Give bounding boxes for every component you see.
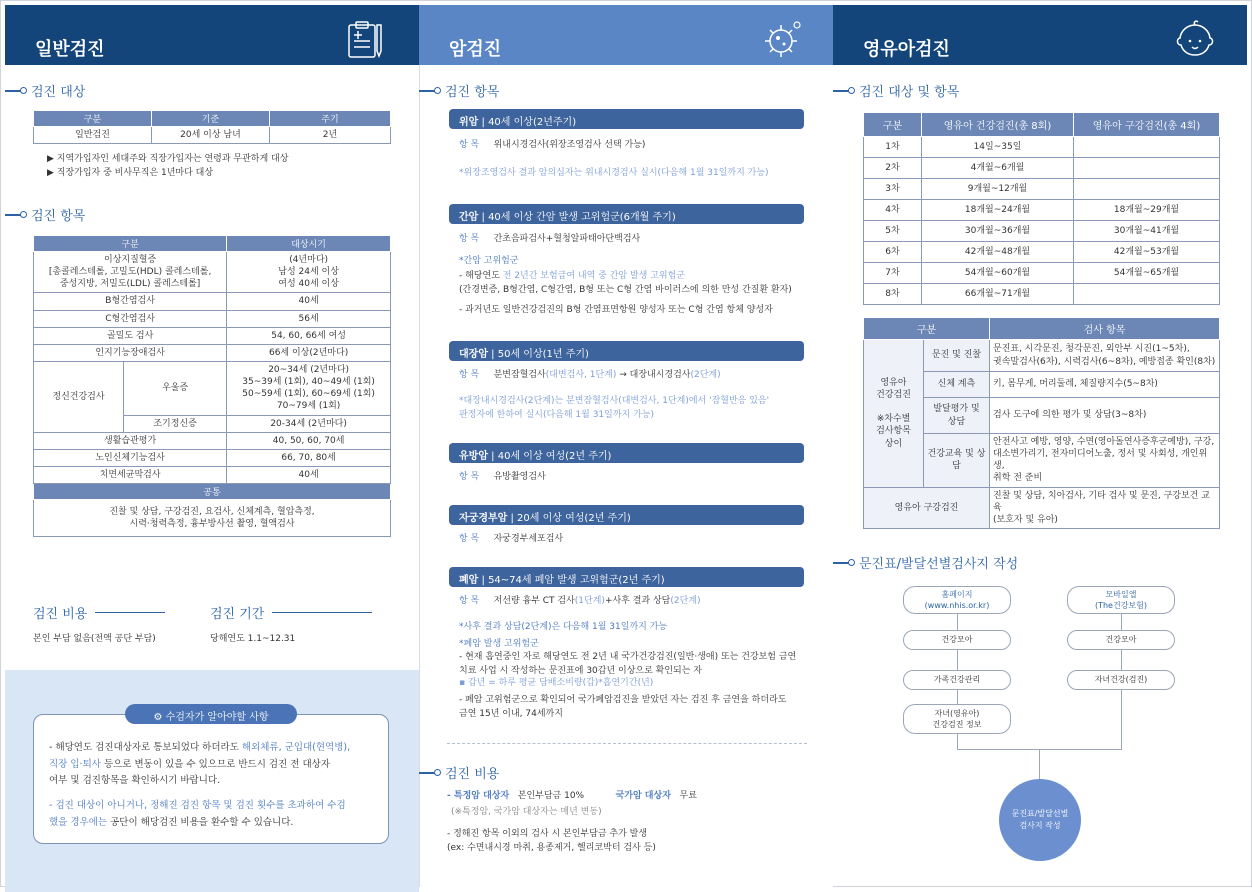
table-cell: 42개월~53개월 (1074, 242, 1220, 263)
stomach-pill: 위암 | 40세 이상(2년주기) (449, 109, 804, 129)
general-target-table (33, 110, 391, 144)
flow-right-health-moa[interactable]: 건강모아 (1067, 630, 1175, 650)
table-row (34, 361, 391, 415)
table-row (864, 137, 1220, 158)
clipboard-icon (345, 19, 389, 59)
table-cell: 8차 (864, 284, 922, 305)
table-cell: 66, 70, 80세 (227, 449, 391, 466)
table-cell: 골밀도 검사 (34, 327, 227, 344)
table-header-cell: 구분 (864, 113, 922, 137)
table-cell (1074, 284, 1220, 305)
flow-left-health-moa[interactable]: 건강모아 (903, 630, 1011, 650)
lung-risk-title: *폐암 발생 고위험군 (459, 638, 539, 652)
notice-panel (5, 670, 419, 892)
table-cell: 진찰 및 상담, 치아검사, 기타 검사 및 문진, 구강보건 교육 (보호자 및 유아) (990, 487, 1220, 528)
table-cell: 14일~35일 (922, 137, 1074, 158)
table-cell: 40세 (227, 293, 391, 310)
liver-risk-1: - 해당연도 전 2년간 보험급여 내역 중 간암 발생 고위험군 (간경변증, B형간염, C형간염, B형 또는 C형 간염 바이러스에 의한 만성 간질환 환자) (459, 270, 792, 298)
table-cell: 2차 (864, 158, 922, 179)
table-cell: 66개월~71개월 (922, 284, 1074, 305)
general-period-heading: 검진 기간 (210, 603, 372, 622)
table-header-cell: 주기 (270, 111, 391, 127)
table-cell: 치면세균막검사 (34, 466, 227, 483)
general-target-notes: ▶ 지역가입자인 세대주와 직장가입자는 연령과 무관하게 대상 ▶ 직장가입자 중 비사무직은 1년마다 대상 (47, 152, 288, 181)
table-row (864, 487, 1220, 528)
table-header-cell: 영유아 구강검진(총 4회) (1074, 113, 1220, 137)
lung-risk-1b: ▪ 갑년 = 하루 평균 담배소비량(갑)*흡연기간(년) (459, 677, 653, 691)
table-header-cell: 기준 (152, 111, 270, 127)
table-header-cell: 구분 (34, 111, 152, 127)
table-cell: 생활습관평가 (34, 432, 227, 449)
general-period: 당해연도 1.1~12.31 (210, 633, 295, 647)
table-cell: 20-34세 (2년마다) (227, 415, 391, 432)
infant-checkup-column (833, 5, 1247, 887)
table-cell: 66세 이상(2년마다) (227, 344, 391, 361)
table-cell: 신체 계측 (924, 372, 990, 398)
table-cell: 30개월~41개월 (1074, 221, 1220, 242)
table-cell: 4차 (864, 200, 922, 221)
table-cell: 5차 (864, 221, 922, 242)
table-row (34, 252, 391, 293)
table-cell: 정신건강검사 (34, 361, 124, 432)
breast-item: 항 목 유방촬영검사 (459, 471, 546, 485)
lung-risk-1: - 현재 흡연중인 자로 해당연도 전 2년 내 국가건강검진(일반·생애) 또는 건강보험 금연 치료 사업 시 작성하는 문진표에 30갑년 이상으로 확인되는 자 (459, 651, 796, 679)
liver-risk-title: *간암 고위험군 (459, 255, 519, 269)
table-row (34, 111, 391, 127)
general-cost: 본인 부담 없음(전액 공단 부담) (33, 633, 156, 647)
stomach-item: 항 목 위내시경검사(위장조영검사 선택 가능) (459, 139, 645, 153)
table-cell: 40, 50, 60, 70세 (227, 432, 391, 449)
table-cell: 40세 (227, 466, 391, 483)
table-cell: 인지기능장애검사 (34, 344, 227, 361)
flow-mobile-app[interactable]: 모바일앱 (The건강보험) (1067, 586, 1175, 614)
table-cell: 검사 도구에 의한 평가 및 상담(3~8차) (990, 398, 1220, 434)
flow-child-checkup-info[interactable]: 자녀(영유아) 건강검진 정보 (903, 704, 1011, 734)
table-row (34, 344, 391, 361)
cancer-cost: - 특정암 대상자 본인부담금 10% 국가암 대상자 무료 (447, 790, 697, 804)
general-target-heading: 검진 대상 (5, 81, 85, 100)
cancer-items-heading: 검진 항목 (419, 81, 499, 100)
table-cell: 일반검진 (34, 127, 152, 144)
table-row (34, 127, 391, 144)
cancer-title: 암검진 (449, 39, 501, 60)
table-header-cell: 대상시기 (227, 236, 391, 252)
general-items-heading: 검진 항목 (5, 205, 85, 224)
table-cell: 56세 (227, 310, 391, 327)
table-row (34, 293, 391, 310)
general-header (5, 5, 419, 65)
infant-target-heading: 검진 대상 및 항목 (833, 81, 959, 100)
table-cell: 안전사고 예방, 영양, 수면(영아돌연사증후군예방), 구강, 대소변가리기, 전자미디어노출, 정서 및 사회성, 개인위생, 취학 전 준비 (990, 434, 1220, 488)
table-cell: 18개월~29개월 (1074, 200, 1220, 221)
table-header-cell: 검사 항목 (990, 318, 1220, 340)
table-cell: 54개월~60개월 (922, 263, 1074, 284)
table-cell: 우울증 (124, 361, 227, 415)
flow-heading: 문진표/발달선별검사지 작성 (833, 553, 1018, 572)
lung-note: *사후 결과 상담(2단계)은 다음해 1월 31일까지 가능 (459, 621, 667, 635)
table-cell: 54, 60, 66세 여성 (227, 327, 391, 344)
table-cell: 이상지질혈증 [총콜레스테롤, 고밀도(HDL) 콜레스테롤, 중성지방, 저밀도(LDL) 콜레스테롤] (34, 252, 227, 293)
table-cell: 영유아 구강검진 (864, 487, 990, 528)
flow-child-health[interactable]: 자녀건강(검진) (1067, 670, 1175, 690)
cervical-pill: 자궁경부암 | 20세 이상 여성(2년 주기) (449, 505, 804, 525)
flow-family-health[interactable]: 가족건강관리 (903, 670, 1011, 690)
table-row (864, 113, 1220, 137)
lung-risk-2: - 폐암 고위험군으로 확인되어 국가폐암검진을 받았던 자는 검진 후 금연을 하더라도 금연 15년 이내, 74세까지 (459, 694, 786, 722)
table-row (864, 318, 1220, 340)
table-row (864, 200, 1220, 221)
liver-item: 항 목 간초음파검사+혈청알파태아단백검사 (459, 233, 640, 247)
table-cell: B형간염검사 (34, 293, 227, 310)
infant-title: 영유아검진 (863, 39, 950, 60)
flow-homepage[interactable]: 홈페이지 (www.nhis.or.kr) (903, 586, 1011, 614)
general-items-table (33, 235, 391, 537)
notice-title: ⚙ 수검자가 알아야할 사항 (125, 704, 297, 724)
stomach-note: *위장조영검사 결과 암의심자는 위내시경검사 실시(다음해 1월 31일까지 가능) (459, 167, 769, 181)
colon-item: 항 목 분변잠혈검사(대변검사, 1단계) → 대장내시경검사(2단계) (459, 369, 721, 383)
lung-item: 항 목 저선량 흉부 CT 검사(1단계)+사후 결과 상담(2단계) (459, 595, 701, 609)
table-header-cell: 영유아 건강검진(총 8회) (922, 113, 1074, 137)
table-cell: 20~34세 (2년마다) 35~39세 (1회), 40~49세 (1회) 50~59세 (1회), 60~69세 (1회) 70~79세 (1회) (227, 361, 391, 415)
table-cell: 문진표, 시각문진, 청각문진, 외안부 시진(1~5차), 귓속말검사(6차), 시력검사(6~8차), 예방접종 확인(8차) (990, 340, 1220, 372)
table-row (864, 242, 1220, 263)
table-cell: 조기정신증 (124, 415, 227, 432)
liver-risk-2: - 과거년도 일반건강검진의 B형 간염표면항원 양성자 또는 C형 간염 항체 양성자 (459, 304, 773, 318)
lung-pill: 폐암 | 54~74세 폐암 발생 고위험군(2년 주기) (449, 567, 804, 587)
table-cell: 6차 (864, 242, 922, 263)
table-cell: 9개월~12개월 (922, 179, 1074, 200)
table-cell: 30개월~36개월 (922, 221, 1074, 242)
colon-note: *대장내시경검사(2단계)는 분변잠혈검사(대변검사, 1단계)에서 '잠혈반응 있음' 판정자에 한하여 실시(다음해 1월 31일까지 가능) (459, 395, 769, 423)
colon-pill: 대장암 | 50세 이상(1년 주기) (449, 341, 804, 361)
table-row (34, 500, 391, 537)
notice-text-1: - 해당연도 검진대상자로 통보되었다 하더라도 해외체류, 군입대(현역병), 직장 입·퇴사 등으로 변동이 있을 수 있으므로 반드시 검진 전 대상자 여부 및 검진항목을 확인하시기 바랍니다. (49, 740, 383, 790)
table-row (864, 284, 1220, 305)
table-row (34, 310, 391, 327)
cancer-header (419, 5, 833, 65)
general-title: 일반검진 (35, 39, 105, 60)
table-cell (1074, 158, 1220, 179)
table-row (34, 236, 391, 252)
cervical-item: 항 목 자궁경부세포검사 (459, 533, 563, 547)
general-cost-heading: 검진 비용 (33, 603, 165, 622)
table-row (34, 432, 391, 449)
table-row (34, 449, 391, 466)
table-row (34, 484, 391, 500)
table-cell: 2년 (270, 127, 391, 144)
table-row (864, 340, 1220, 372)
table-cell: 42개월~48개월 (922, 242, 1074, 263)
table-row (34, 466, 391, 483)
table-cell: 영유아 건강검진 ※차수별 검사항목 상이 (864, 340, 924, 488)
notice-text-2: - 검진 대상이 아니거나, 정해진 검진 항목 및 검진 횟수를 초과하여 수검 했을 경우에는 공단이 해당검진 비용을 환수할 수 있습니다. (49, 798, 383, 831)
cancer-cost-sub: (※특정암, 국가암 대상자는 매년 변동) (451, 806, 602, 820)
table-header-cell: 구분 (864, 318, 990, 340)
virus-icon (759, 19, 803, 59)
table-cell: 4개월~6개월 (922, 158, 1074, 179)
table-cell: C형간염검사 (34, 310, 227, 327)
table-header-cell: 구분 (34, 236, 227, 252)
cancer-cost-extra: - 정해진 항목 이외의 검사 시 본인부담금 추가 발생 (ex: 수면내시경 마취, 용종제거, 헬리코박터 검사 등) (447, 828, 656, 856)
table-cell: 문진 및 진찰 (924, 340, 990, 372)
table-row (864, 263, 1220, 284)
table-cell: 발달평가 및 상담 (924, 398, 990, 434)
table-cell (1074, 137, 1220, 158)
table-row (864, 158, 1220, 179)
table-cell: 54개월~65개월 (1074, 263, 1220, 284)
table-cell: 20세 이상 남녀 (152, 127, 270, 144)
table-cell: (4년마다) 남성 24세 이상 여성 40세 이상 (227, 252, 391, 293)
cancer-checkup-column (419, 5, 833, 887)
infant-items-table (863, 317, 1220, 529)
infant-header (833, 5, 1247, 65)
table-row (864, 221, 1220, 242)
table-cell: 진찰 및 상담, 구강검진, 요검사, 신체계측, 혈압측정, 시력·청력측정, 흉부방사선 촬영, 혈액검사 (34, 500, 391, 537)
table-cell: 노인신체기능검사 (34, 449, 227, 466)
liver-pill: 간암 | 40세 이상 간암 발생 고위험군(6개월 주기) (449, 204, 804, 224)
breast-pill: 유방암 | 40세 이상 여성(2년 주기) (449, 443, 804, 463)
table-cell: 키, 몸무게, 머리둘레, 체질량지수(5~8차) (990, 372, 1220, 398)
flow-end-circle: 문진표/발달선별 검사지 작성 (999, 779, 1081, 861)
flow-diagram (875, 575, 1223, 885)
table-row (864, 179, 1220, 200)
cancer-cost-heading: 검진 비용 (419, 763, 499, 782)
table-cell: 1차 (864, 137, 922, 158)
table-cell: 건강교육 및 상담 (924, 434, 990, 488)
general-checkup-column (5, 5, 419, 887)
table-header-cell: 공통 (34, 484, 391, 500)
table-cell: 18개월~24개월 (922, 200, 1074, 221)
baby-face-icon (1165, 19, 1225, 59)
table-row (34, 327, 391, 344)
table-cell (1074, 179, 1220, 200)
table-cell: 7차 (864, 263, 922, 284)
infant-schedule-table (863, 112, 1220, 305)
table-cell: 3차 (864, 179, 922, 200)
